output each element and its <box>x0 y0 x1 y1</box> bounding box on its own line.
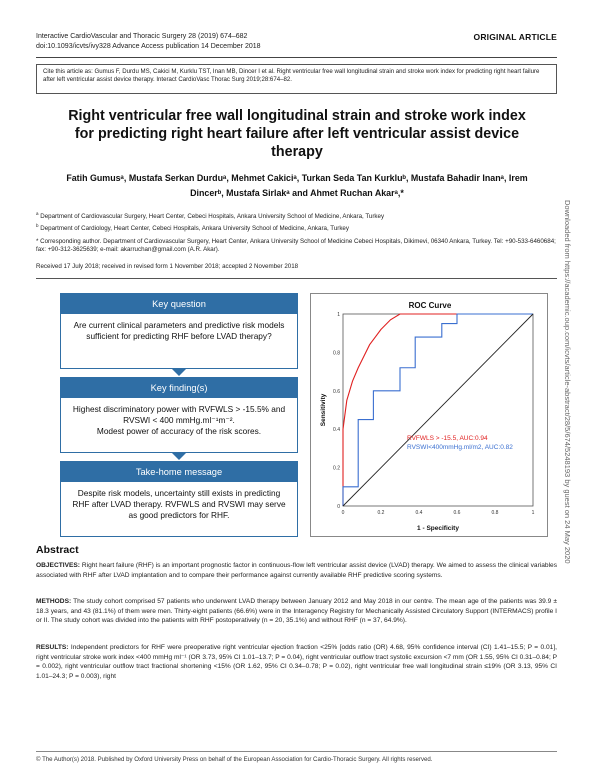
results-text: Independent predictors for RHF were preoperative right ventricular ejection fraction <25% [odds ratio (OR) 4.68, 95% confidence interval (CI) 1.41–15.5; P = 0.01], right ventricular stroke work index <400 mmHg ml⁻¹ (OR 3.73, 95% CI 1.01–13.7; P = 0.04), right ventricular outflow tract systolic excursion <7 mm (OR 1.55, 95% CI 0.31–0.84; P = 0.002), right ventricular outflow tract fractional shortening <15% (OR 1.62, 95% CI 0.34–0.78; P = 0.02), right ventricular free wall longitudinal strain ≤19% (OR 3.13, 95% CI 1.01–24.3; P = 0.003), right <box>36 644 558 681</box>
abstract-methods <box>36 597 557 626</box>
journal-doi-line: doi:10.1093/icvts/ivy328 Advance Access publication 14 December 2018 <box>36 42 261 50</box>
roc-chart <box>310 293 548 537</box>
y-tick-label: 0.2 <box>333 465 340 472</box>
author-list: Fatih Gumusᵃ, Mustafa Serkan Durduᵃ, Mehmet Cakiciᵃ, Turkan Seda Tan Kurkluᵇ, Mustafa Bahadir Inanᵃ, Irem Dincerᵇ, Mustafa Sirlakᵃ and Ahmet Ruchan Akarᵃ,* <box>66 173 528 198</box>
article-type-label: ORIGINAL ARTICLE <box>473 32 557 42</box>
corresponding-author: * Corresponding author. Department of Cardiovascular Surgery, Heart Center, Ankara University School of Medicine Cebeci Hospitals, Dikimevi, 06340 Ankara, Turkey. Tel: +90-533-6460684; fax: +90-312-3625639; e-mail: akarruchan@gmail.com (A.R. Akar). <box>36 238 556 254</box>
y-tick-label: 0 <box>337 504 340 510</box>
key-question-heading: Key question <box>61 294 297 314</box>
legend-entry-rvswi: RVSWI<400mmHg.ml/m2, AUC:0.82 <box>407 444 513 451</box>
x-tick-label: 0.8 <box>491 510 499 516</box>
download-watermark: Downloaded from https://academic.oup.com/icvts/article-abstract/28/5/674/5248193 by guest on 24 May 2020 <box>563 200 572 564</box>
take-home-panel <box>60 461 298 537</box>
copyright-footer: © The Author(s) 2018. Published by Oxford University Press on behalf of the European Association for Cardio-Thoracic Surgery. All rights reserved. <box>36 756 433 763</box>
footer-divider <box>36 751 557 752</box>
affiliation-b-text: Department of Cardiology, Heart Center, Cebeci Hospitals, Ankara University School of Medicine, Ankara, Turkey <box>40 225 349 233</box>
citation-box: Cite this article as: Gumus F, Durdu MS, Cakici M, Kurklu TST, Inan MB, Dincer I et al. Right ventricular free wall longitudinal strain and stroke work index for predicting right heart failure after left ventricular assist device therapy. Interact CardioVasc Thorac Surg 2019;28:674–82. <box>36 64 557 94</box>
methods-label: METHODS: <box>36 598 72 605</box>
x-tick-label: 0.2 <box>377 510 385 516</box>
affiliation-b: $^b$ Department of Cardiology, Heart Center, Cebeci Hospitals, Ankara University School of Medicine, Ankara, Turkey <box>36 223 349 233</box>
affiliation-a: $^a$ Department of Cardiovascular Surgery, Heart Center, Cebeci Hospitals, Ankara University School of Medicine, Ankara, Turkey <box>36 211 385 221</box>
series-layer <box>343 314 533 506</box>
abstract-heading: Abstract <box>36 544 79 556</box>
roc-chart-svg <box>311 294 549 538</box>
y-axis-label: Sensitivity <box>320 393 327 427</box>
x-tick-label: 0 <box>341 510 345 516</box>
article-title: Right ventricular free wall longitudinal strain and stroke work index for predicting right heart failure after left ventricular assist device therapy <box>68 108 526 160</box>
take-home-text: Despite risk models, uncertainty still exists in predicting RHF after LVAD therapy. RVFWLS and RVSWI may serve as good predictors for RHF. <box>61 482 297 527</box>
x-tick-label: 1 <box>531 510 535 516</box>
journal-citation-line: Interactive CardioVascular and Thoracic Surgery 28 (2019) 674–682 <box>36 33 248 40</box>
chart-title: ROC Curve <box>408 301 452 310</box>
y-tick-label: 1 <box>337 312 340 318</box>
affiliation-a-text: Department of Cardiovascular Surgery, Heart Center, Cebeci Hospitals, Ankara University School of Medicine, Ankara, Turkey <box>40 213 385 221</box>
key-question-text: Are current clinical parameters and predictive risk models sufficient for predicting RHF before LVAD therapy? <box>61 314 297 348</box>
x-tick-label: 0.4 <box>415 510 423 516</box>
results-label: RESULTS: <box>36 644 69 651</box>
corresponding-author-text: Corresponding author. Department of Cardiovascular Surgery, Heart Center, Ankara University School of Medicine Cebeci Hospitals, Dikimevi, 06340 Ankara, Turkey. Tel: +90-533-6460684; fax: +90-312-3625639; e-mail: akarruchan@gmail.com (A.R. Akar). <box>36 238 556 254</box>
y-tick-label: 0.4 <box>333 427 340 434</box>
section-divider <box>36 278 557 279</box>
journal-info <box>36 32 261 51</box>
abstract-objectives <box>36 561 557 580</box>
key-finding-line-1: Highest discriminatory power with RVFWLS > -15.5% and RVSWI < 400 mmHg.ml⁻¹m⁻². <box>72 404 286 425</box>
y-tick-label: 0.6 <box>333 388 340 395</box>
y-tick-label: 0.8 <box>333 350 340 357</box>
key-finding-panel <box>60 377 298 453</box>
flow-arrow-icon <box>172 453 186 460</box>
take-home-heading: Take-home message <box>61 462 297 482</box>
key-finding-text <box>61 398 297 443</box>
x-axis-label: 1 - Specificity <box>417 525 459 532</box>
objectives-text: Right heart failure (RHF) is an important prognostic factor in continuous-flow left ventricular assist device (LVAD) therapy. We aimed to assess the clinical variables associated with RHF after LVAD implantation and to compare their performance against currently available RHF predictive scoring systems. <box>36 562 557 579</box>
received-dates: Received 17 July 2018; received in revised form 1 November 2018; accepted 2 November 2018 <box>36 263 299 270</box>
header-divider <box>36 57 557 58</box>
key-question-panel <box>60 293 298 369</box>
key-finding-heading: Key finding(s) <box>61 378 297 398</box>
legend-entry-rvfwls: RVFWLS > -15.5, AUC:0.94 <box>407 435 488 442</box>
methods-text: The study cohort comprised 57 patients who underwent LVAD therapy between January 2012 and May 2018 in our centre. The mean age of the patients was 39.9 ± 18.3 years, and 43 (81.1%) of them were men. Thirty-eight patients (66.6%) were in the Interagency Registry for Mechanically Assisted Circulatory Support (INTERMACS) profile I or II. The study cohort was divided into the patients with RHF postoperatively (n = 20, 35.1%) and without RHF (n = 37, 64.9%). <box>36 598 557 625</box>
key-finding-line-2: Modest power of accuracy of the risk scores. <box>96 426 262 436</box>
objectives-label: OBJECTIVES: <box>36 562 80 569</box>
abstract-results <box>36 643 557 682</box>
x-tick-label: 0.6 <box>453 510 461 516</box>
flow-arrow-icon <box>172 369 186 376</box>
